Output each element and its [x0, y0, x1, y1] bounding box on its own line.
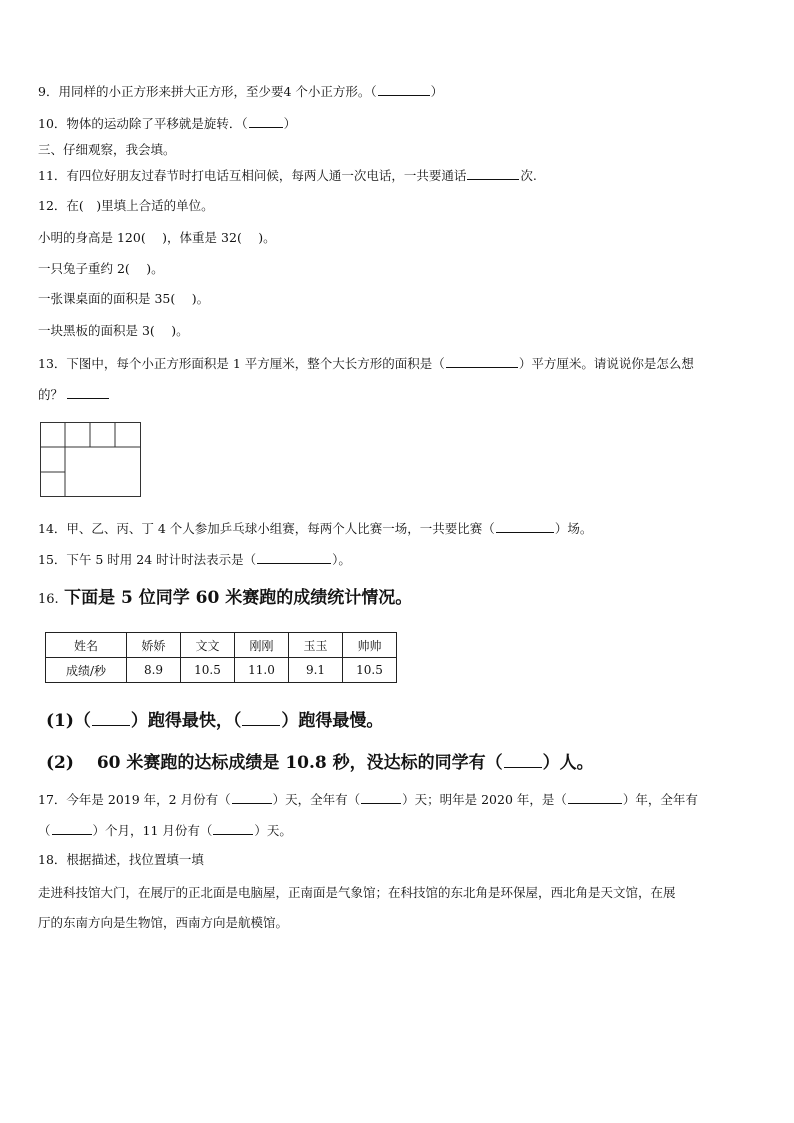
table-cell: 玉玉 — [289, 633, 343, 658]
question-9-text: 9．用同样的小正方形来拼大正方形，至少要4 个小正方形。（ — [38, 84, 377, 99]
table-cell: 娇娇 — [127, 633, 181, 658]
section-heading: 三、仔细观察，我会填。 — [38, 142, 176, 157]
table-cell: 姓名 — [46, 633, 127, 658]
question-18-line-2: 厅的东南方向是生物馆，西南方向是航模馆。 — [38, 915, 289, 930]
question-10-text: 10．物体的运动除了平移就是旋转．（ — [38, 116, 248, 131]
question-13-line-2: 的？ — [38, 386, 110, 403]
question-16-part-1: (1)（ ）跑得最快，（ ）跑得最慢。 — [46, 711, 384, 731]
question-16-part-2: (2) 60 米赛跑的达标成绩是 10.8 秒，没达标的同学有（ ）人。 — [46, 753, 594, 773]
question-15-text: 15．下午 5 时用 24 时计时法表示是（ — [38, 552, 257, 567]
answer-blank[interactable] — [67, 386, 109, 399]
question-16 — [38, 587, 412, 611]
question-12-line-2: 一只兔子重约 2( )。 — [38, 261, 164, 276]
rectangle-grid-figure — [40, 422, 142, 498]
question-11-text: 11．有四位好朋友过春节时打电话互相问候，每两人通一次电话，一共要通话 — [38, 168, 467, 183]
question-12-line-1: 小明的身高是 120( )，体重是 32( )。 — [38, 230, 276, 245]
question-12-line-3: 一张课桌面的面积是 35( )。 — [38, 291, 210, 306]
question-14: 14．甲、乙、丙、丁 4 个人参加乒乓球小组赛，每两个人比赛一场，一共要比赛（ ）场。 — [38, 521, 593, 536]
table-row — [46, 633, 397, 658]
table-cell: 9.1 — [289, 658, 343, 683]
question-15: 15．下午 5 时用 24 时计时法表示是（ ）。 — [38, 552, 351, 567]
table-cell: 成绩/秒 — [46, 658, 127, 683]
question-13: 13．下图中，每个小正方形面积是 1 平方厘米，整个大长方形的面积是（ ）平方厘米。请说说你是怎么想 — [38, 356, 694, 371]
table-cell: 10.5 — [181, 658, 235, 683]
question-14-text: 14．甲、乙、丙、丁 4 个人参加乒乓球小组赛，每两个人比赛一场，一共要比赛（ — [38, 521, 495, 536]
question-13-text: 13．下图中，每个小正方形面积是 1 平方厘米，整个大长方形的面积是（ — [38, 356, 445, 371]
table-cell: 10.5 — [343, 658, 397, 683]
answer-blank[interactable] — [504, 752, 542, 768]
question-18-line-1: 走进科技馆大门，在展厅的正北面是电脑屋，正南面是气象馆；在科技馆的东北角是环保屋，西北角是天文馆，在展 — [38, 885, 676, 900]
answer-blank[interactable] — [242, 710, 280, 726]
table-cell: 帅帅 — [343, 633, 397, 658]
answer-blank[interactable] — [213, 822, 253, 835]
question-18: 18．根据描述，找位置填一填 — [38, 852, 204, 867]
question-17: 17．今年是 2019 年，2 月份有（ ）天，全年有（ ）天；明年是 2020 年，是（ ）年，全年有 — [38, 792, 698, 807]
question-17-line-2: （ ）个月，11 月份有（ ）天。 — [38, 823, 292, 838]
answer-blank[interactable] — [496, 520, 554, 533]
answer-blank[interactable] — [568, 791, 622, 804]
answer-blank[interactable] — [249, 115, 283, 128]
answer-blank[interactable] — [467, 167, 519, 180]
table-cell: 11.0 — [235, 658, 289, 683]
answer-blank[interactable] — [446, 355, 518, 368]
question-9: 9．用同样的小正方形来拼大正方形，至少要4 个小正方形。（ ） — [38, 84, 444, 99]
question-12: 12．在( )里填上合适的单位。 — [38, 198, 214, 213]
answer-blank[interactable] — [361, 791, 401, 804]
question-10: 10．物体的运动除了平移就是旋转．（ ） — [38, 116, 297, 131]
answer-blank[interactable] — [92, 710, 130, 726]
answer-blank[interactable] — [378, 83, 430, 96]
answer-blank[interactable] — [257, 551, 331, 564]
question-11: 11．有四位好朋友过春节时打电话互相问候，每两人通一次电话，一共要通话 次. — [38, 168, 537, 183]
score-table — [45, 632, 397, 683]
table-cell: 刚刚 — [235, 633, 289, 658]
answer-blank[interactable] — [232, 791, 272, 804]
question-number: 16. — [38, 592, 59, 607]
table-cell: 文文 — [181, 633, 235, 658]
question-12-line-4: 一块黑板的面积是 3( )。 — [38, 323, 189, 338]
answer-blank[interactable] — [52, 822, 92, 835]
table-cell: 8.9 — [127, 658, 181, 683]
table-row — [46, 658, 397, 683]
question-16-text: 下面是 5 位同学 60 米赛跑的成绩统计情况。 — [64, 588, 413, 608]
